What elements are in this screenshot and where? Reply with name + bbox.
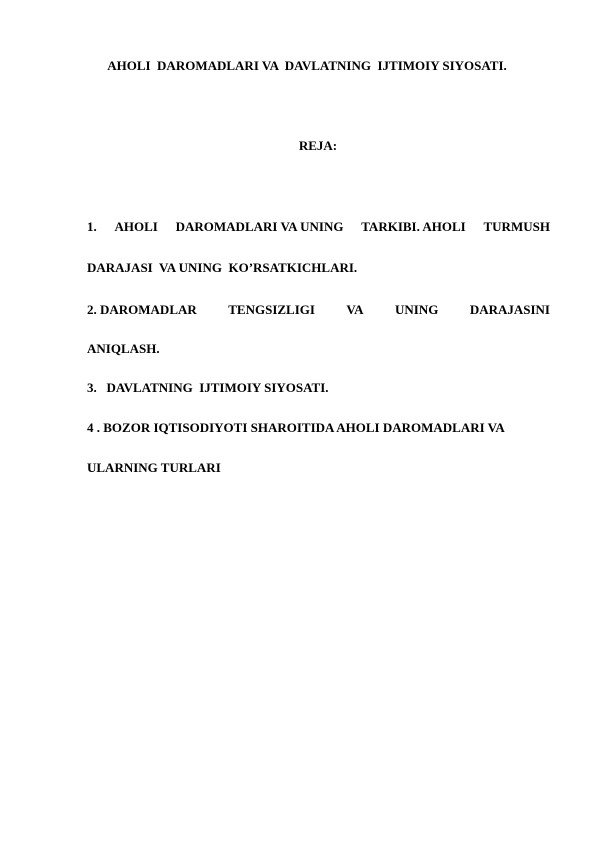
plan-item-1-word: 1.	[87, 219, 97, 234]
plan-item-3: 3. DAVLATNING IJTIMOIY SIYOSATI.	[87, 380, 329, 395]
plan-item-2-word: TENGSIZLIGI	[228, 302, 315, 317]
plan-item-1-word: AHOLI	[114, 219, 158, 234]
plan-item-2-line-2: ANIQLASH.	[87, 341, 160, 356]
plan-item-2-word: DARAJASINI	[469, 302, 550, 317]
plan-item-2-word: UNING	[395, 302, 439, 317]
plan-item-1-line-2: DARAJASI VA UNING KO’RSATKICHLARI.	[87, 260, 358, 275]
plan-heading: REJA:	[298, 138, 338, 153]
plan-item-1-word: TARKIBI. AHOLI	[361, 219, 466, 234]
plan-item-4-line-2: ULARNING TURLARI	[87, 460, 221, 475]
plan-item-1-word: TURMUSH	[483, 219, 550, 234]
plan-item-1-word: DAROMADLARI VA UNING	[175, 219, 344, 234]
plan-item-2-word: 2. DAROMADLAR	[87, 302, 197, 317]
document-title: AHOLI DAROMADLARI VA DAVLATNING IJTIMOIY SIYOSATI.	[107, 58, 507, 73]
plan-item-2-line-1	[87, 302, 550, 318]
plan-item-2-word: VA	[346, 302, 364, 317]
plan-item-1-line-1	[87, 219, 550, 235]
plan-item-4-line-1: 4 . BOZOR IQTISODIYOTI SHAROITIDA AHOLI DAROMADLARI VA	[87, 420, 505, 435]
